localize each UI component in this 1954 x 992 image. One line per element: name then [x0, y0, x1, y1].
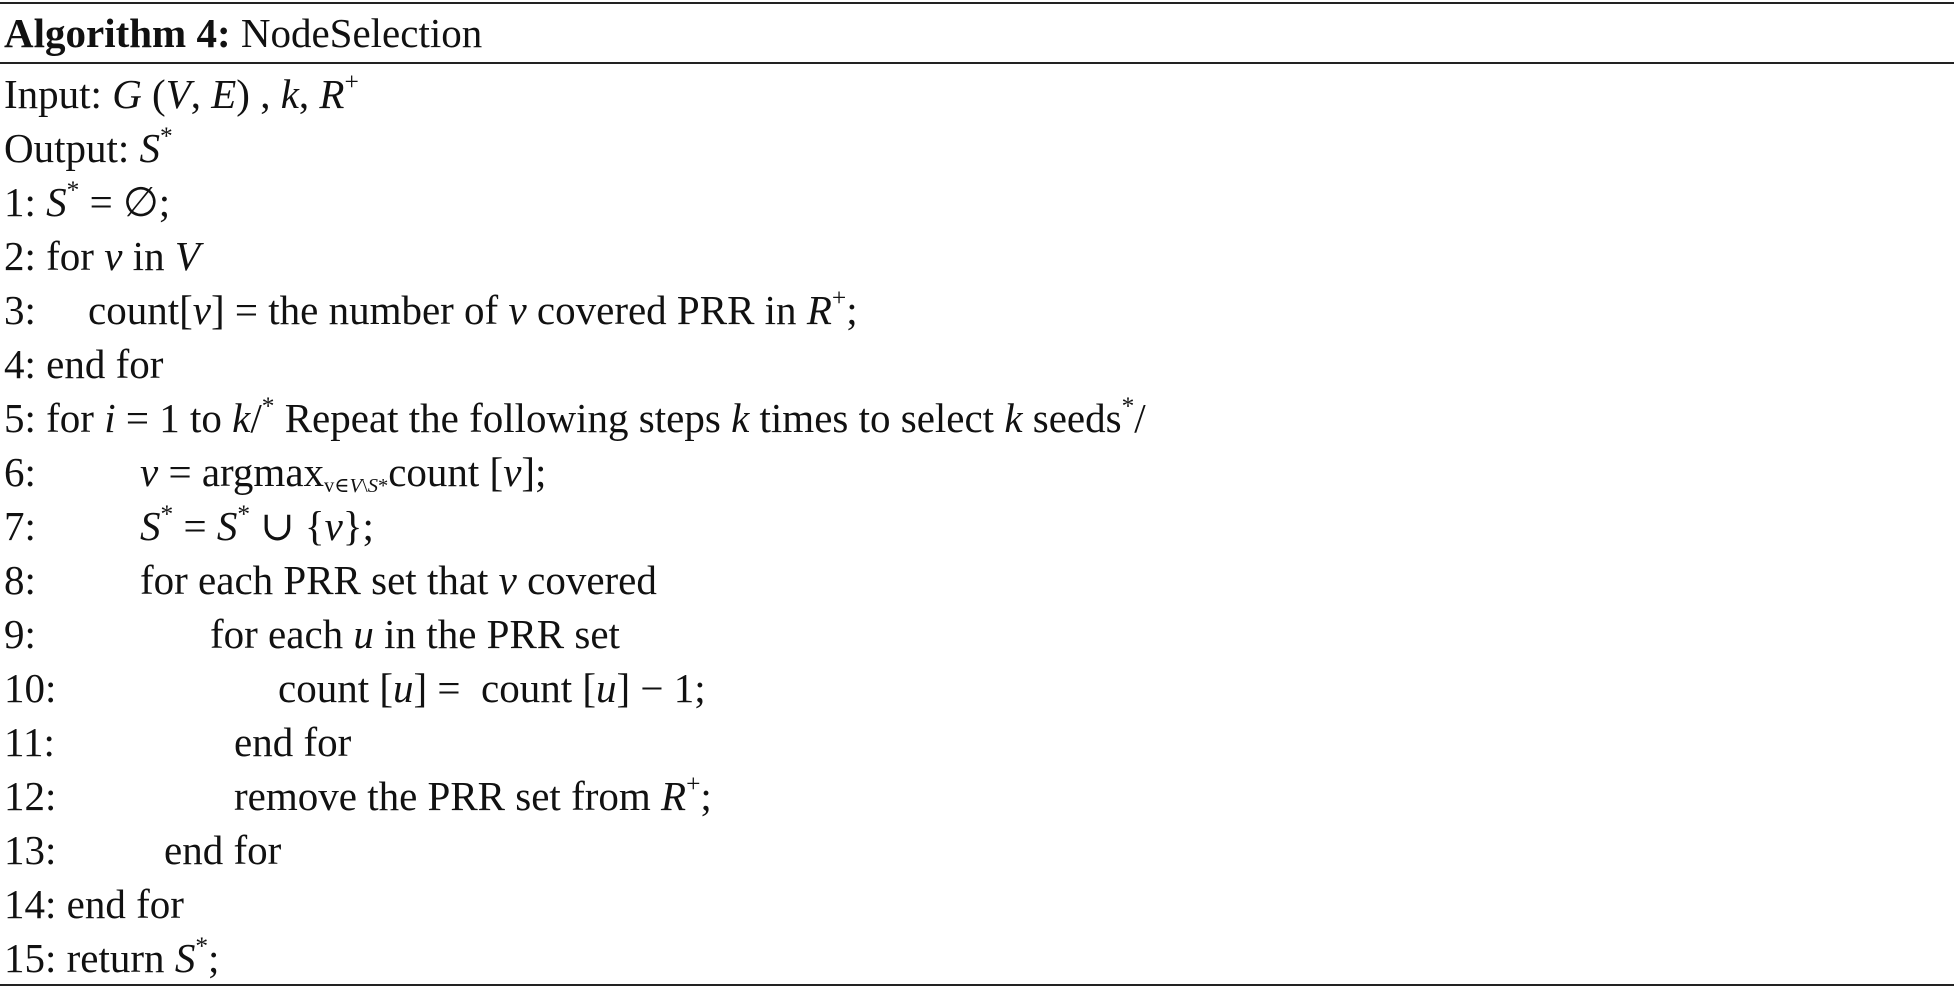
code-line-6 — [4, 445, 1146, 499]
line-number: 11: — [4, 719, 55, 765]
line-text: return S*; — [66, 932, 220, 981]
line-text: end for — [234, 719, 352, 765]
line-number: 7: — [4, 503, 36, 549]
line-number: 8: — [4, 557, 36, 603]
algorithm-name: NodeSelection — [240, 10, 483, 56]
output-label: Output: — [4, 125, 130, 171]
code-line-13 — [4, 823, 1146, 877]
line-number: 2: — [4, 233, 36, 279]
line-text: for each PRR set that v covered — [140, 557, 657, 603]
input-label: Input: — [4, 71, 102, 117]
algorithm-body — [4, 67, 1146, 985]
input-line — [4, 67, 1146, 121]
code-line-10 — [4, 661, 1146, 715]
line-text: S* = ∅; — [46, 176, 171, 225]
bottom-rule — [0, 984, 1954, 986]
algorithm-label: Algorithm 4: — [4, 10, 231, 56]
code-line-11 — [4, 715, 1146, 769]
input-args: G (V, E) , k, R+ — [112, 68, 359, 117]
line-number: 10: — [4, 665, 57, 711]
code-line-15 — [4, 931, 1146, 985]
line-text: end for — [164, 827, 282, 873]
line-text: for i = 1 to k/* Repeat the following steps k times to select k seeds*/ — [46, 392, 1146, 441]
line-number: 9: — [4, 611, 36, 657]
line-number: 13: — [4, 827, 57, 873]
line-number: 6: — [4, 449, 36, 495]
code-line-8 — [4, 553, 1146, 607]
line-number: 15: — [4, 935, 57, 981]
line-text: end for — [66, 881, 184, 927]
output-line — [4, 121, 1146, 175]
line-number: 4: — [4, 341, 36, 387]
code-line-7 — [4, 499, 1146, 553]
line-number: 1: — [4, 179, 36, 225]
code-line-4 — [4, 337, 1146, 391]
line-text: count [u] = count [u] − 1; — [278, 665, 706, 711]
code-line-14 — [4, 877, 1146, 931]
code-line-3 — [4, 283, 1146, 337]
algorithm-title — [4, 6, 482, 60]
code-line-2 — [4, 229, 1146, 283]
line-text: v = argmax$_{v\in V\backslash S*}$count [v]; — [140, 449, 547, 498]
top-rule — [0, 2, 1954, 4]
code-line-5 — [4, 391, 1146, 445]
line-text: for v in V — [46, 233, 200, 279]
line-text: end for — [46, 341, 164, 387]
code-line-9 — [4, 607, 1146, 661]
code-line-1 — [4, 175, 1146, 229]
line-number: 5: — [4, 395, 36, 441]
code-line-12 — [4, 769, 1146, 823]
line-number: 3: — [4, 287, 36, 333]
line-text: remove the PRR set from R+; — [234, 770, 712, 819]
line-text: count[v] = the number of v covered PRR in R+; — [88, 284, 858, 333]
line-text: S* = S* ∪ {v}; — [140, 500, 374, 549]
line-number: 14: — [4, 881, 57, 927]
line-number: 12: — [4, 773, 57, 819]
line-text: for each u in the PRR set — [210, 611, 620, 657]
header-rule — [0, 62, 1954, 64]
output-args: S* — [139, 122, 173, 171]
